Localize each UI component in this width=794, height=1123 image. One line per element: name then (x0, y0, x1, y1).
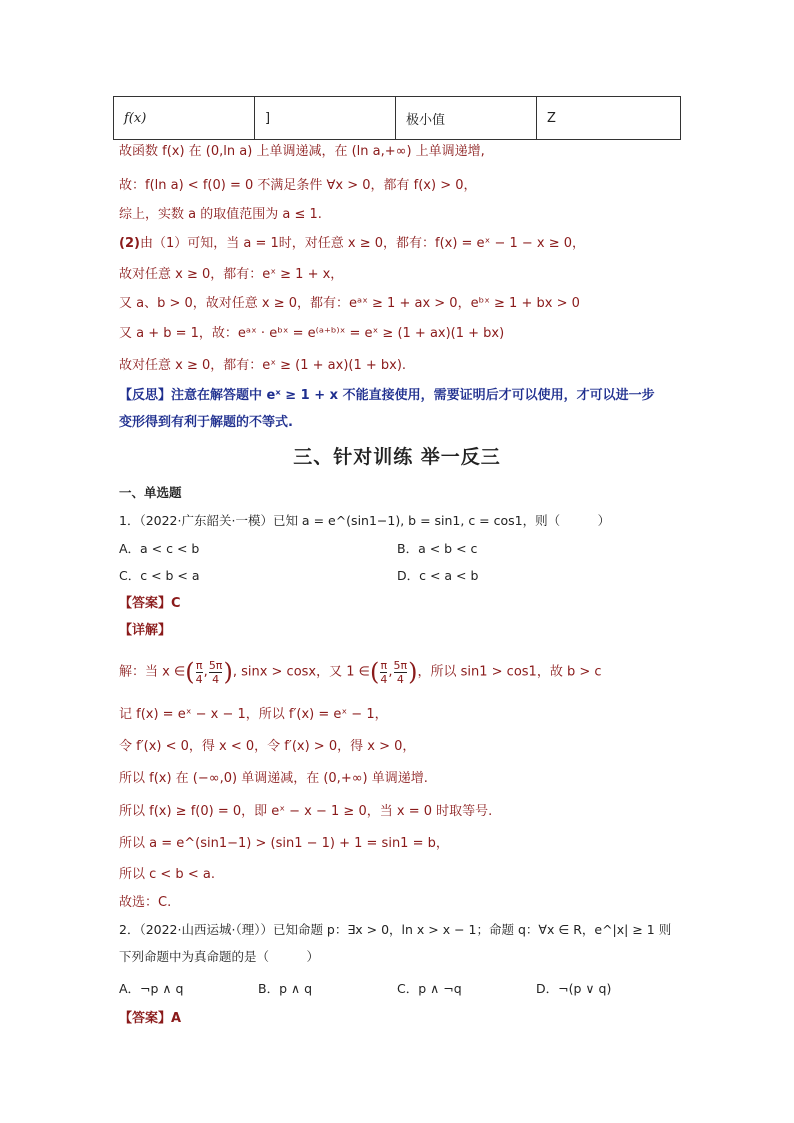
text-line: 故函数 f(x) 在 (0,ln a) 上单调递减，在 (ln a,+∞) 上单调递增, (119, 144, 485, 159)
numerator: π (380, 658, 388, 672)
text-line (119, 235, 585, 253)
part-label: (2) (119, 236, 140, 251)
text-span: 注意在解答题中 eˣ ≥ 1 + x 不能直接使用，需要证明后才可以使用，才可以进一步 (171, 388, 655, 403)
text-span: 解：当 x ∈ (119, 664, 186, 680)
reflection-tag: 【反思】 (119, 388, 172, 403)
text-line: 又 a + b = 1，故：eᵃˣ · eᵇˣ = e⁽ᵃ⁺ᵇ⁾ˣ = eˣ ≥ (1 + ax)(1 + bx) (119, 326, 505, 341)
text-line: 故对任意 x ≥ 0，都有：eˣ ≥ (1 + ax)(1 + bx). (119, 358, 407, 373)
paren: ( (369, 658, 380, 686)
solution-line: 所以 f(x) ≥ f(0) = 0，即 eˣ − x − 1 ≥ 0，当 x = 0 时取等号. (119, 804, 493, 819)
option-d: D．¬(p ∨ q) (536, 981, 612, 996)
question-stem: 1．（2022·广东韶关·一模）已知 a = e^(sin1−1), b = sin1, c = cos1，则（ ） (119, 513, 611, 528)
paren: ) (223, 658, 233, 686)
denominator: 4 (212, 672, 220, 686)
subsection-title: 一、单选题 (119, 485, 182, 500)
option-b: B．p ∧ q (258, 981, 313, 996)
denominator: 4 (380, 672, 388, 686)
paren: ) (408, 658, 418, 686)
fraction (209, 659, 223, 686)
question-stem: 2．（2022·山西运城·（理））已知命题 p：∃x > 0，ln x > x − 1；命题 q：∀x ∈ R，e^|x| ≥ 1 则 (119, 922, 672, 937)
reflection-line (119, 387, 655, 405)
fraction (380, 659, 387, 686)
solution-line: 解：当 x ∈( $\frac{\pi}{4}$ , $\frac{5\pi}{4}$ ), sinx > cosx，又 1 ∈( $\frac{\pi}{4}$ , $\frac{5\pi}{4}$ )，所以 sin1 > cos1，故 b > c (119, 658, 602, 686)
solution-line: 记 f(x) = eˣ − x − 1，所以 f′(x) = eˣ − 1， (119, 707, 388, 722)
text-span: ，所以 sin1 > cos1，故 b > c (417, 664, 602, 680)
text-line: 又 a、b > 0，故对任意 x ≥ 0，都有：eᵃˣ ≥ 1 + ax > 0，eᵇˣ ≥ 1 + bx > 0 (119, 296, 580, 311)
answer-label: 【答案】A (119, 1011, 182, 1026)
monotonicity-table (113, 96, 681, 140)
numerator: 5π (393, 658, 408, 672)
solution-line: 所以 f(x) 在 (−∞,0) 单调递减，在 (0,+∞) 单调递增. (119, 771, 428, 786)
option-a: A．¬p ∧ q (119, 981, 184, 996)
denominator: 4 (195, 672, 203, 686)
option-c: C．p ∧ ¬q (397, 981, 462, 996)
solution-line: 所以 c < b < a. (119, 867, 215, 882)
text-span: 由（1）可知，当 a = 1时，对任意 x ≥ 0，都有：f(x) = eˣ − 1 − x ≥ 0， (139, 236, 586, 251)
question-stem: 下列命题中为真命题的是（ ） (119, 949, 320, 964)
paren: ( (185, 658, 195, 686)
solution-line: 令 f′(x) < 0，得 x < 0，令 f′(x) > 0，得 x > 0， (119, 739, 416, 754)
option-c: C．c < b < a (119, 568, 200, 583)
option-a: A．a < c < b (119, 541, 200, 556)
numerator: π (195, 658, 203, 672)
option-d: D．c < a < b (397, 568, 479, 583)
text-line: 综上，实数 a 的取值范围为 a ≤ 1. (119, 207, 322, 222)
table-cell: ] (255, 97, 396, 140)
option-b: B．a < b < c (397, 541, 478, 556)
denominator: 4 (396, 672, 404, 686)
answer-label: 【答案】C (119, 596, 181, 611)
table-cell: Z (537, 97, 681, 140)
reflection-line: 变形得到有利于解题的不等式. (119, 415, 293, 430)
numerator: 5π (208, 658, 223, 672)
fraction (394, 659, 408, 686)
text-line: 故：f(ln a) < f(0) = 0 不满足条件 ∀x > 0，都有 f(x) > 0， (119, 178, 477, 193)
fraction (196, 659, 203, 686)
table-cell: f(x) (114, 97, 255, 140)
detail-label: 【详解】 (119, 623, 172, 638)
text-span: , sinx > cosx，又 1 ∈ (232, 664, 370, 680)
section-title: 三、针对训练 举一反三 (293, 446, 501, 468)
solution-line: 所以 a = e^(sin1−1) > (sin1 − 1) + 1 = sin1 = b， (119, 836, 449, 851)
text-line: 故对任意 x ≥ 0，都有：eˣ ≥ 1 + x， (119, 267, 344, 282)
table-row (114, 97, 681, 140)
solution-line: 故选：C. (119, 895, 172, 910)
table-cell: 极小值 (396, 97, 537, 140)
